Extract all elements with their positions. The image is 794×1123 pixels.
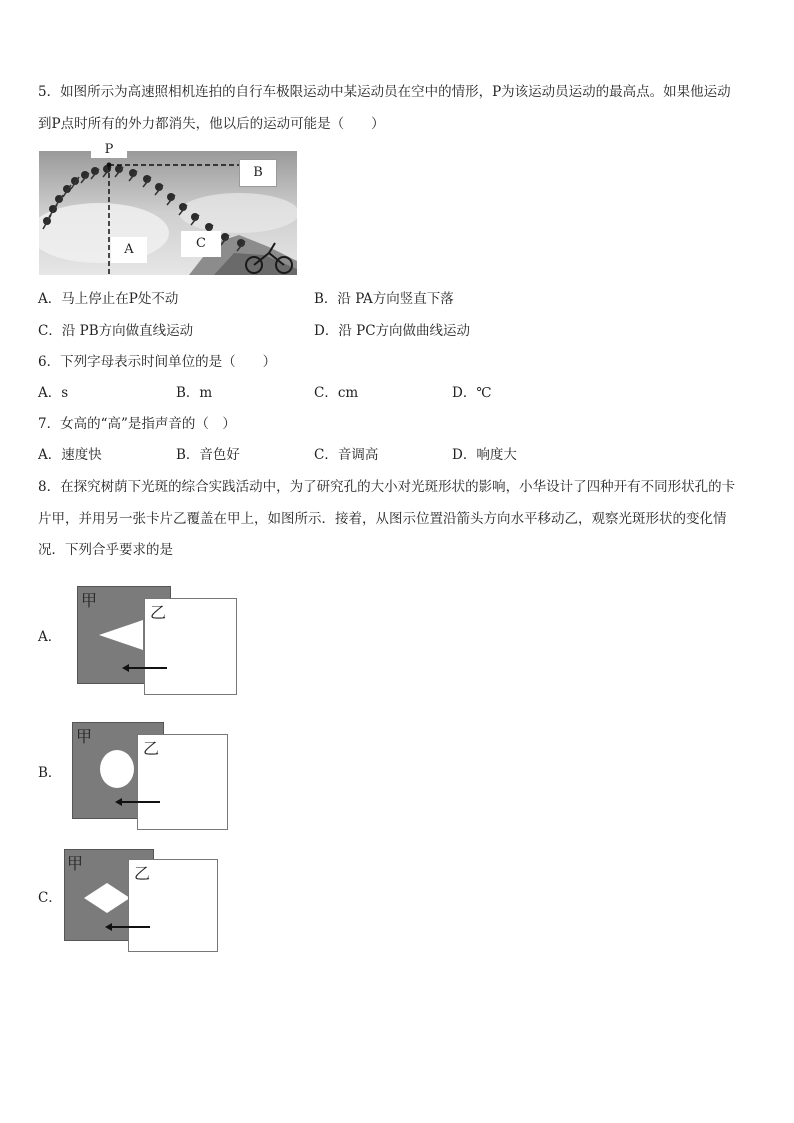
q8-stem-line3: 况．下列合乎要求的是 <box>38 542 173 558</box>
q6-option-c[interactable]: C．cm <box>314 385 359 401</box>
arrow-left-icon <box>104 921 152 933</box>
arrow-left-icon <box>121 662 169 674</box>
triangle-hole-icon <box>97 618 145 652</box>
card-yi-label-b: 乙 <box>143 739 160 758</box>
q8-stem-line2: 片甲，并用另一张卡片乙覆盖在甲上，如图所示．接着，从图示位置沿箭头方向水平移动乙，观察光斑形状的变化情 <box>38 511 727 527</box>
q7-option-c[interactable]: C．音调高 <box>314 447 379 463</box>
circle-hole-icon <box>98 748 136 790</box>
q6-option-b[interactable]: B．m <box>176 385 213 401</box>
q8-option-b[interactable]: B． <box>38 765 62 781</box>
q8-figure-a <box>77 586 239 696</box>
q5-option-b[interactable]: B．沿 PA方向竖直下落 <box>314 291 454 307</box>
q5-stem-line2: 到P点时所有的外力都消失，他以后的运动可能是（ ） <box>38 116 385 132</box>
label-p: P <box>91 140 127 158</box>
q8-option-a[interactable]: A． <box>38 629 62 645</box>
label-b: B <box>239 159 277 187</box>
card-jia-label-b: 甲 <box>76 727 93 746</box>
diamond-hole-icon <box>82 881 132 915</box>
q5-photo-figure <box>39 143 297 275</box>
card-jia-label-c: 甲 <box>67 854 84 873</box>
q6-option-a[interactable]: A．s <box>38 385 69 401</box>
q7-option-b[interactable]: B．音色好 <box>176 447 240 463</box>
q7-option-d[interactable]: D．响度大 <box>452 447 517 463</box>
q6-stem: 6．下列字母表示时间单位的是（ ） <box>38 354 277 370</box>
q5-option-c[interactable]: C．沿 PB方向做直线运动 <box>38 323 194 339</box>
q8-option-c[interactable]: C． <box>38 890 62 906</box>
q8-figure-c <box>64 849 222 955</box>
q8-stem-line1: 8．在探究树荫下光斑的综合实践活动中，为了研究孔的大小对光斑形状的影响，小华设计了四种开有不同形状孔的卡 <box>38 479 736 495</box>
q6-option-d[interactable]: D．℃ <box>452 385 492 401</box>
q7-stem: 7．女高的“高”是指声音的（ ） <box>38 416 236 432</box>
label-a: A <box>111 237 147 263</box>
q5-option-a[interactable]: A．马上停止在P处不动 <box>38 291 179 307</box>
q8-figure-b <box>72 722 230 832</box>
card-yi-label-c: 乙 <box>134 864 151 883</box>
card-yi-label-a: 乙 <box>150 603 167 622</box>
q7-option-a[interactable]: A．速度快 <box>38 447 102 463</box>
label-c: C <box>181 231 221 257</box>
arrow-left-icon <box>114 796 162 808</box>
card-jia-label-a: 甲 <box>81 591 98 610</box>
q5-option-d[interactable]: D．沿 PC方向做曲线运动 <box>314 323 471 339</box>
q5-stem-line1: 5．如图所示为高速照相机连拍的自行车极限运动中某运动员在空中的情形，P为该运动员运动的最高点。如果他运动 <box>38 84 731 100</box>
